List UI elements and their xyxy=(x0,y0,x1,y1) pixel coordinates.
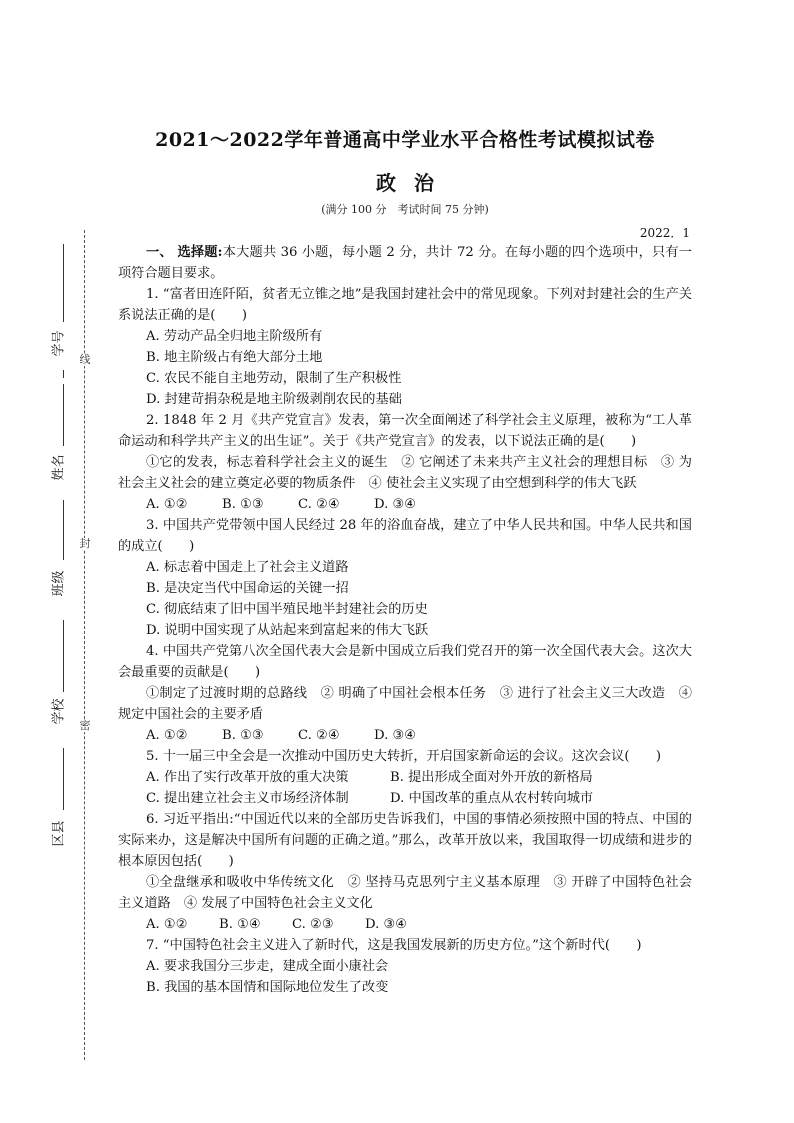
question-5-stem: 5. 十一届三中全会是一次推动中国历史大转折，开启国家新命运的会议。这次会议( ) xyxy=(146,749,661,764)
field-label-name: 姓名 xyxy=(51,454,67,481)
exam-title: 2021～2022学年普通高中学业水平合格性考试模拟试卷 xyxy=(155,129,655,151)
question-7-option-a[interactable]: A. 要求我国分三步走，建成全面小康社会 xyxy=(146,959,389,974)
question-4-statements: ①制定了过渡时期的总路线 ② 明确了中国社会根本任务 ③ 进行了社会主义三大改造 ④ 规定中国社会的主要矛盾 xyxy=(118,686,692,722)
question-6-statements: ①全盘继承和吸收中华传统文化 ② 坚持马克思列宁主义基本原理 ③ 开辟了中国特色社会主义道路 ④ 发展了中国特色社会主义文化 xyxy=(118,875,692,911)
question-2-option-a[interactable]: A. ①② xyxy=(146,497,188,512)
question-6-stem: 6. 习近平指出:“中国近代以来的全部历史告诉我们，中国的事情必须按照中国的特点、中国的实际来办，这是解决中国所有问题的正确之道。”那么，改革开放以来，我国取得一切成绩和进步的根本原因包括( ) xyxy=(118,812,692,869)
question-2-stem: 2. 1848 年 2 月《共产党宣言》发表，第一次全面阐述了科学社会主义原理，被称为“工人革命运动和科学共产主义的出生证”。关于《共产党宣言》的发表，以下说法正确的是( ) xyxy=(118,413,692,449)
question-3-option-b[interactable]: B. 是决定当代中国命运的关键一招 xyxy=(146,581,349,596)
field-label-school: 学校 xyxy=(51,698,67,725)
question-2-option-d[interactable]: D. ③④ xyxy=(374,497,417,512)
question-5-options-row-1 xyxy=(118,767,692,788)
question-7-option-b[interactable]: B. 我国的基本国情和国际地位发生了改变 xyxy=(146,980,389,995)
question-5-option-b[interactable]: B. 提出形成全面对外开放的新格局 xyxy=(390,770,593,785)
question-3-stem: 3. 中国共产党带领中国人民经过 28 年的浴血奋战，建立了中华人民共和国。中华人民共和国的成立( ) xyxy=(118,518,692,554)
question-2-statements: ①它的发表，标志着科学社会主义的诞生 ② 它阐述了未来共产主义社会的理想目标 ③ 为社会主义社会的建立奠定必要的物质条件 ④ 使社会主义实现了由空想到科学的伟大飞跃 xyxy=(118,455,692,491)
school-line[interactable] xyxy=(63,620,64,692)
seal-char-xian: 线 xyxy=(79,353,91,366)
question-6-option-c[interactable]: C. ②③ xyxy=(292,917,334,932)
question-4-option-a[interactable]: A. ①② xyxy=(146,728,188,743)
question-2-options xyxy=(118,494,692,515)
binding-margin xyxy=(0,0,112,1123)
question-5-option-d[interactable]: D. 中国改革的重点从农村转向城市 xyxy=(390,791,594,806)
question-6-options xyxy=(118,914,692,935)
question-3-option-d[interactable]: D. 说明中国实现了从站起来到富起来的伟大飞跃 xyxy=(146,623,429,638)
question-1-option-a[interactable]: A. 劳动产品全归地主阶级所有 xyxy=(146,329,323,344)
seal-char-feng: 封 xyxy=(79,537,91,550)
student-id-line-tail xyxy=(63,370,64,378)
name-line[interactable] xyxy=(63,384,64,446)
question-3-option-c[interactable]: C. 彻底结束了旧中国半殖民地半封建社会的历史 xyxy=(146,602,428,617)
question-2-option-c[interactable]: C. ②④ xyxy=(298,497,340,512)
question-1-option-c[interactable]: C. 农民不能自主地劳动，限制了生产积极性 xyxy=(146,371,402,386)
question-5-option-a[interactable]: A. 作出了实行改革开放的重大决策 xyxy=(146,770,349,785)
exam-meta: (满分 100 分 考试时间 75 分钟) xyxy=(321,203,489,216)
question-6-option-a[interactable]: A. ①② xyxy=(146,917,188,932)
question-7-stem: 7. “中国特色社会主义进入了新时代，这是我国发展新的历史方位。”这个新时代( ) xyxy=(146,938,642,953)
question-3-option-a[interactable]: A. 标志着中国走上了社会主义道路 xyxy=(146,560,349,575)
field-label-district: 区县 xyxy=(51,820,67,847)
seal-char-mi: 密 xyxy=(79,719,91,732)
question-4-option-c[interactable]: C. ②④ xyxy=(298,728,340,743)
question-1-stem: 1. “富者田连阡陌，贫者无立锥之地”是我国封建社会中的常见现象。下列对封建社会的生产关系说法正确的是( ) xyxy=(118,287,692,323)
field-label-class: 班级 xyxy=(51,570,67,597)
question-1-option-b[interactable]: B. 地主阶级占有绝大部分土地 xyxy=(146,350,323,365)
subject-title: 政治 xyxy=(376,171,452,195)
question-6-option-d[interactable]: D. ③④ xyxy=(365,917,408,932)
question-2-option-b[interactable]: B. ①③ xyxy=(222,497,264,512)
exam-date: 2022．1 xyxy=(639,226,690,240)
question-4-stem: 4. 中国共产党第八次全国代表大会是新中国成立后我们党召开的第一次全国代表大会。这次大会最重要的贡献是( ) xyxy=(118,644,692,680)
section-text: 本大题共 36 小题，每小题 2 分，共计 72 分。在每小题的四个选项中，只有一项符合题目要求。 xyxy=(118,245,692,281)
district-line[interactable] xyxy=(63,748,64,810)
field-label-student-id: 学号 xyxy=(51,330,67,357)
exam-content xyxy=(118,122,692,998)
question-5-option-c[interactable]: C. 提出建立社会主义市场经济体制 xyxy=(146,791,349,806)
section-label: 一、 选择题: xyxy=(146,245,223,260)
question-5-options-row-2 xyxy=(118,788,692,809)
section-instructions xyxy=(118,242,692,284)
question-1-option-d[interactable]: D. 封建苛捐杂税是地主阶级剥削农民的基础 xyxy=(146,392,402,407)
question-6-option-b[interactable]: B. ①④ xyxy=(219,917,261,932)
class-line[interactable] xyxy=(63,500,64,560)
question-4-option-b[interactable]: B. ①③ xyxy=(222,728,264,743)
student-id-line[interactable] xyxy=(63,244,64,322)
question-4-option-d[interactable]: D. ③④ xyxy=(374,728,417,743)
question-4-options xyxy=(118,725,692,746)
